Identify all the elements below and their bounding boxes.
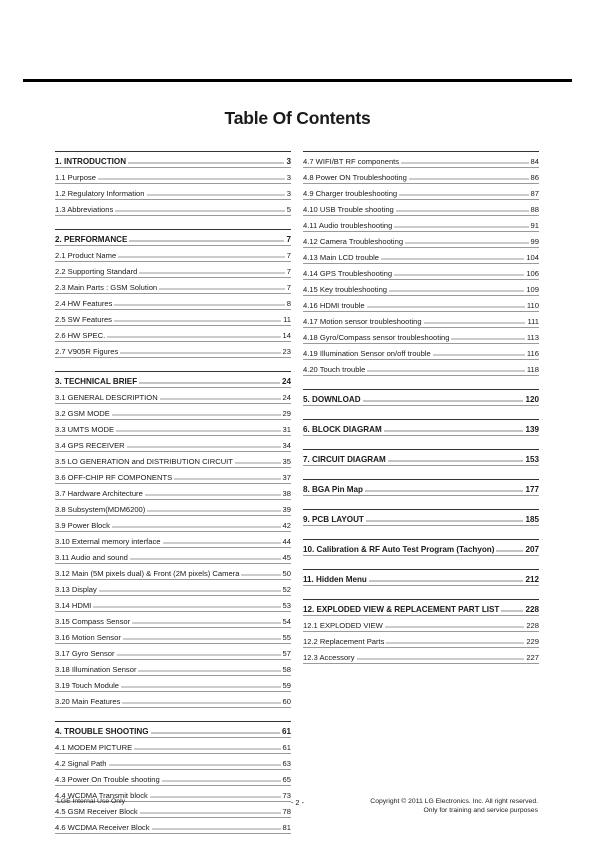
toc-entry[interactable] (55, 436, 291, 452)
toc-entry-label: 2.7 V905R Figures (55, 347, 119, 356)
toc-entry-label: 3.17 Gyro Sensor (55, 649, 115, 658)
toc-entry-page: 88 (530, 205, 539, 214)
toc-entry-label: 9. PCB LAYOUT (303, 515, 364, 524)
toc-entry-label: 3.2 GSM MODE (55, 409, 110, 418)
dot-leader (147, 194, 285, 196)
toc-entry-page: 116 (526, 349, 539, 358)
toc-entry-label: 3.4 GPS RECEIVER (55, 441, 125, 450)
toc-entry[interactable] (303, 648, 539, 664)
toc-entry[interactable] (55, 660, 291, 676)
toc-entry-page: 35 (282, 457, 291, 466)
dot-leader (127, 446, 281, 448)
toc-entry-label: 6. BLOCK DIAGRAM (303, 425, 382, 434)
toc-entry-label: 2.4 HW Features (55, 299, 113, 308)
toc-entry[interactable] (55, 516, 291, 532)
toc-entry-label: 12.3 Accessory (303, 653, 355, 662)
toc-entry-label: 4.15 Key troubleshooting (303, 285, 388, 294)
toc-entry-page: 61 (282, 743, 291, 752)
dot-leader (399, 194, 528, 196)
toc-entry-page: 8 (286, 299, 291, 308)
toc-entry-label: 4.2 Signal Path (55, 759, 107, 768)
toc-entry-page: 113 (526, 333, 539, 342)
toc-entry[interactable] (55, 564, 291, 580)
toc-entry-page: 212 (525, 575, 539, 584)
dot-leader (174, 478, 280, 480)
toc-entry[interactable] (55, 246, 291, 262)
dot-leader (121, 686, 281, 688)
dot-leader (369, 580, 524, 582)
toc-entry-label: 4.4 WCDMA Transmit block (55, 791, 148, 800)
toc-entry-label: 3.20 Main Features (55, 697, 121, 706)
toc-entry[interactable] (55, 326, 291, 342)
toc-entry-label: 2.6 HW SPEC. (55, 331, 106, 340)
toc-entry-label: 2.1 Product Name (55, 251, 117, 260)
dot-leader (357, 658, 525, 660)
toc-entry-page: 39 (282, 505, 291, 514)
dot-leader (160, 398, 281, 400)
toc-entry-label: 3.12 Main (5M pixels dual) & Front (2M pixels) Camera (55, 569, 240, 578)
dot-leader (123, 638, 281, 640)
dot-leader (433, 354, 525, 356)
dot-leader (134, 748, 280, 750)
toc-entry[interactable] (303, 168, 539, 184)
toc-entry[interactable] (55, 404, 291, 420)
toc-entry[interactable] (55, 342, 291, 358)
toc-entry[interactable] (55, 452, 291, 468)
toc-entry-page: 3 (286, 173, 291, 182)
toc-entry[interactable] (303, 296, 539, 312)
toc-entry[interactable] (55, 532, 291, 548)
toc-entry-label: 3. TECHNICAL BRIEF (55, 377, 138, 386)
toc-entry-label: 10. Calibration & RF Auto Test Program (Tachyon) (303, 545, 495, 554)
toc-entry[interactable] (55, 278, 291, 294)
dot-leader (366, 520, 524, 522)
dot-leader (241, 574, 280, 576)
toc-entry-page: 110 (526, 301, 539, 310)
toc-entry-label: 4.19 Illumination Sensor on/off trouble (303, 349, 431, 358)
dot-leader (107, 336, 280, 338)
toc-entry-page: 60 (282, 697, 291, 706)
toc-entry-page: 87 (530, 189, 539, 198)
dot-leader (389, 290, 524, 292)
toc-entry-label: 4.9 Charger troubleshooting (303, 189, 398, 198)
toc-entry-label: 1.1 Purpose (55, 173, 96, 182)
toc-entry[interactable] (55, 754, 291, 770)
toc-entry-page: 5 (286, 205, 291, 214)
toc-entry-page: 104 (526, 253, 539, 262)
toc-entry-label: 8. BGA Pin Map (303, 485, 363, 494)
toc-section (55, 371, 291, 708)
toc-entry-page: 45 (282, 553, 291, 562)
toc-entry[interactable] (55, 168, 291, 184)
toc-entry-page: 52 (282, 585, 291, 594)
dot-leader (122, 702, 280, 704)
dot-leader (162, 780, 281, 782)
dot-leader (93, 606, 280, 608)
toc-entry-label: 2.2 Supporting Standard (55, 267, 138, 276)
toc-entry[interactable] (55, 580, 291, 596)
toc-chapter-entry[interactable] (303, 450, 539, 466)
toc-entry[interactable] (55, 468, 291, 484)
toc-chapter-entry[interactable] (55, 230, 291, 246)
toc-entry-page: 3 (286, 189, 291, 198)
dot-leader (140, 812, 281, 814)
toc-entry-label: 11. Hidden Menu (303, 575, 367, 584)
toc-entry-label: 5. DOWNLOAD (303, 395, 361, 404)
dot-leader (129, 240, 284, 242)
toc-entry[interactable] (55, 420, 291, 436)
toc-entry-label: 3.15 Compass Sensor (55, 617, 131, 626)
toc-entry-page: 185 (525, 515, 539, 524)
toc-left-column (55, 151, 291, 847)
toc-entry-label: 1. INTRODUCTION (55, 157, 127, 166)
dot-leader (386, 642, 524, 644)
toc-entry-label: 3.1 GENERAL DESCRIPTION (55, 393, 158, 402)
toc-entry-label: 4.11 Audio troubleshooting (303, 221, 393, 230)
toc-section (55, 151, 291, 216)
toc-entry-label: 4.18 Gyro/Compass sensor troubleshooting (303, 333, 450, 342)
dot-leader (396, 210, 529, 212)
toc-entry-page: 109 (526, 285, 539, 294)
toc-entry-page: 73 (282, 791, 291, 800)
toc-entry[interactable] (55, 770, 291, 786)
toc-entry-page: 61 (281, 727, 291, 736)
toc-entry-page: 177 (525, 485, 539, 494)
toc-entry-page: 153 (525, 455, 539, 464)
dot-leader (365, 490, 524, 492)
dot-leader (384, 430, 524, 432)
toc-entry-page: 59 (282, 681, 291, 690)
toc-entry-page: 78 (282, 807, 291, 816)
toc-entry-page: 86 (530, 173, 539, 182)
dot-leader (99, 590, 281, 592)
toc-entry-page: 53 (282, 601, 291, 610)
toc-entry-label: 2. PERFORMANCE (55, 235, 128, 244)
toc-entry[interactable] (55, 294, 291, 310)
toc-entry-page: 23 (282, 347, 291, 356)
toc-entry-label: 4.14 GPS Troubleshooting (303, 269, 393, 278)
toc-entry-label: 3.16 Motion Sensor (55, 633, 121, 642)
toc-entry-page: 11 (283, 315, 291, 324)
toc-entry[interactable] (55, 484, 291, 500)
toc-entry-label: 4.5 GSM Receiver Block (55, 807, 138, 816)
dot-leader (117, 654, 281, 656)
toc-section (55, 721, 291, 834)
dot-leader (159, 288, 285, 290)
dot-leader (139, 272, 284, 274)
page-title: Table Of Contents (224, 108, 371, 128)
toc-entry[interactable] (55, 388, 291, 404)
toc-entry-label: 12.2 Replacement Parts (303, 637, 385, 646)
toc-entry[interactable] (303, 328, 539, 344)
toc-entry-page: 7 (286, 283, 291, 292)
toc-entry[interactable] (303, 632, 539, 648)
dot-leader (98, 178, 285, 180)
dot-leader (405, 242, 529, 244)
toc-entry-label: 3.7 Hardware Architecture (55, 489, 143, 498)
toc-entry-page: 57 (282, 649, 291, 658)
toc-entry-label: 3.13 Display (55, 585, 97, 594)
toc-entry-page: 54 (282, 617, 291, 626)
dot-leader (451, 338, 524, 340)
header-rule (23, 79, 572, 82)
toc-chapter-entry[interactable] (303, 480, 539, 496)
toc-entry[interactable] (55, 612, 291, 628)
toc-chapter-entry[interactable] (303, 540, 539, 556)
toc-entry[interactable] (303, 280, 539, 296)
toc-entry-page: 7 (286, 267, 291, 276)
toc-entry[interactable] (303, 248, 539, 264)
dot-leader (115, 210, 285, 212)
dot-leader (118, 256, 285, 258)
toc-entry-label: 4.8 Power ON Troubleshooting (303, 173, 407, 182)
toc-entry-page: 227 (526, 653, 539, 662)
dot-leader (120, 352, 280, 354)
toc-entry-page: 111 (527, 317, 539, 326)
toc-entry-page: 139 (525, 425, 539, 434)
dot-leader (114, 304, 284, 306)
dot-leader (151, 732, 280, 734)
toc-entry-label: 1.2 Regulatory Information (55, 189, 145, 198)
toc-entry-label: 1.3 Abbreviations (55, 205, 114, 214)
toc-entry-label: 2.5 SW Features (55, 315, 112, 324)
dot-leader (163, 542, 281, 544)
toc-section (303, 151, 539, 376)
toc-chapter-entry[interactable] (55, 152, 291, 168)
toc-entry-label: 4. TROUBLE SHOOTING (55, 727, 149, 736)
toc-section (303, 509, 539, 526)
toc-entry-page: 44 (282, 537, 291, 546)
toc-chapter-entry[interactable] (55, 372, 291, 388)
toc-entry-label: 3.11 Audio and sound (55, 553, 128, 562)
toc-entry[interactable] (303, 312, 539, 328)
toc-entry-page: 91 (530, 221, 539, 230)
toc-entry[interactable] (55, 692, 291, 708)
toc-entry-page: 81 (282, 823, 291, 832)
toc-entry-page: 58 (282, 665, 291, 674)
toc-entry-page: 55 (282, 633, 291, 642)
page-number: - 2 - (290, 798, 305, 807)
dot-leader (394, 274, 524, 276)
toc-entry-page: 34 (282, 441, 291, 450)
toc-entry-page: 37 (282, 473, 291, 482)
toc-entry[interactable] (55, 184, 291, 200)
dot-leader (130, 558, 281, 560)
dot-leader (152, 828, 281, 830)
toc-entry[interactable] (55, 596, 291, 612)
toc-entry[interactable] (303, 616, 539, 632)
toc-entry-page: 24 (282, 393, 291, 402)
toc-chapter-entry[interactable] (303, 390, 539, 406)
dot-leader (424, 322, 526, 324)
dot-leader (401, 162, 528, 164)
dot-leader (409, 178, 529, 180)
toc-entry-label: 2.3 Main Parts : GSM Solution (55, 283, 158, 292)
toc-entry[interactable] (55, 200, 291, 216)
toc-entry-page: 228 (525, 605, 539, 614)
toc-section (303, 389, 539, 406)
toc-entry-page: 50 (282, 569, 291, 578)
toc-entry-page: 229 (526, 637, 539, 646)
toc-entry-page: 65 (282, 775, 291, 784)
toc-entry-page: 31 (282, 425, 291, 434)
toc-entry-label: 3.10 External memory interface (55, 537, 161, 546)
toc-section (303, 539, 539, 556)
toc-entry-page: 7 (286, 251, 291, 260)
dot-leader (132, 622, 280, 624)
toc-entry-label: 12. EXPLODED VIEW & REPLACEMENT PART LIST (303, 605, 500, 614)
dot-leader (128, 162, 284, 164)
toc-entry-label: 4.6 WCDMA Receiver Block (55, 823, 150, 832)
toc-entry-page: 38 (282, 489, 291, 498)
dot-leader (114, 320, 281, 322)
dot-leader (235, 462, 281, 464)
toc-entry-label: 4.17 Motion sensor troubleshooting (303, 317, 422, 326)
toc-entry-label: 3.6 OFF-CHIP RF COMPONENTS (55, 473, 173, 482)
toc-entry[interactable] (303, 232, 539, 248)
dot-leader (112, 414, 281, 416)
toc-entry[interactable] (55, 738, 291, 754)
dot-leader (381, 258, 524, 260)
dot-leader (501, 610, 523, 612)
toc-right-column (303, 151, 539, 677)
footer-copyright (370, 797, 538, 815)
toc-entry-label: 4.7 WIFI/BT RF components (303, 157, 400, 166)
dot-leader (139, 382, 280, 384)
footer-left: LGE Internal Use Only (57, 798, 125, 805)
toc-chapter-entry[interactable] (303, 510, 539, 526)
toc-entry-page: 99 (530, 237, 539, 246)
toc-entry[interactable] (303, 216, 539, 232)
toc-entry-label: 4.16 HDMI trouble (303, 301, 365, 310)
toc-section (303, 569, 539, 586)
dot-leader (394, 226, 528, 228)
toc-chapter-entry[interactable] (303, 600, 539, 616)
dot-leader (367, 370, 525, 372)
toc-entry-label: 4.13 Main LCD trouble (303, 253, 379, 262)
dot-leader (496, 550, 523, 552)
dot-leader (385, 626, 525, 628)
toc-entry-label: 3.18 Illumination Sensor (55, 665, 137, 674)
toc-entry[interactable] (55, 628, 291, 644)
toc-entry-label: 3.9 Power Block (55, 521, 110, 530)
toc-entry-label: 4.3 Power On Trouble shooting (55, 775, 160, 784)
toc-entry[interactable] (303, 264, 539, 280)
toc-entry-label: 3.8 Subsystem(MDM6200) (55, 505, 146, 514)
dot-leader (109, 764, 281, 766)
toc-entry-label: 4.10 USB Trouble shooting (303, 205, 394, 214)
toc-entry-label: 3.19 Touch Module (55, 681, 120, 690)
toc-entry-page: 118 (526, 365, 539, 374)
dot-leader (367, 306, 525, 308)
toc-entry-label: 12.1 EXPLODED VIEW (303, 621, 383, 630)
toc-entry[interactable] (55, 676, 291, 692)
dot-leader (363, 400, 524, 402)
footer-copyright-line1: Copyright © 2011 LG Electronics. Inc. All right reserved. (370, 798, 538, 805)
dot-leader (147, 510, 280, 512)
toc-section (303, 449, 539, 466)
dot-leader (138, 670, 280, 672)
toc-entry[interactable] (303, 360, 539, 376)
dot-leader (112, 526, 281, 528)
toc-entry-page: 29 (282, 409, 291, 418)
toc-entry-label: 4.20 Touch trouble (303, 365, 366, 374)
toc-entry[interactable] (303, 184, 539, 200)
toc-entry-page: 63 (282, 759, 291, 768)
footer-copyright-line2: Only for training and service purposes (423, 807, 538, 814)
dot-leader (388, 460, 524, 462)
toc-section (303, 479, 539, 496)
dot-leader (116, 430, 280, 432)
toc-entry[interactable] (303, 152, 539, 168)
toc-entry-page: 207 (525, 545, 539, 554)
toc-section (303, 419, 539, 436)
toc-section (303, 599, 539, 664)
toc-entry-page: 84 (530, 157, 539, 166)
toc-chapter-entry[interactable] (55, 722, 291, 738)
toc-entry-label: 4.1 MODEM PICTURE (55, 743, 133, 752)
toc-entry-page: 24 (281, 377, 291, 386)
toc-entry-page: 14 (282, 331, 291, 340)
toc-entry[interactable] (55, 818, 291, 834)
toc-entry-page: 106 (526, 269, 539, 278)
toc-entry-page: 42 (282, 521, 291, 530)
toc-entry[interactable] (303, 200, 539, 216)
toc-chapter-entry[interactable] (303, 570, 539, 586)
toc-entry-label: 3.5 LO GENERATION and DISTRIBUTION CIRCUIT (55, 457, 233, 466)
toc-section (55, 229, 291, 358)
toc-entry-page: 120 (525, 395, 539, 404)
toc-entry-page: 7 (286, 235, 291, 244)
toc-entry-page: 228 (526, 621, 539, 630)
toc-entry-label: 3.14 HDMI (55, 601, 92, 610)
toc-entry[interactable] (303, 344, 539, 360)
toc-entry-label: 4.12 Camera Troubleshooting (303, 237, 404, 246)
toc-entry[interactable] (55, 644, 291, 660)
toc-entry[interactable] (55, 262, 291, 278)
toc-entry-page: 3 (286, 157, 291, 166)
toc-entry-label: 7. CIRCUIT DIAGRAM (303, 455, 386, 464)
toc-entry-label: 3.3 UMTS MODE (55, 425, 115, 434)
toc-entry[interactable] (55, 500, 291, 516)
toc-chapter-entry[interactable] (303, 420, 539, 436)
dot-leader (145, 494, 281, 496)
toc-entry[interactable] (55, 548, 291, 564)
toc-entry[interactable] (55, 310, 291, 326)
